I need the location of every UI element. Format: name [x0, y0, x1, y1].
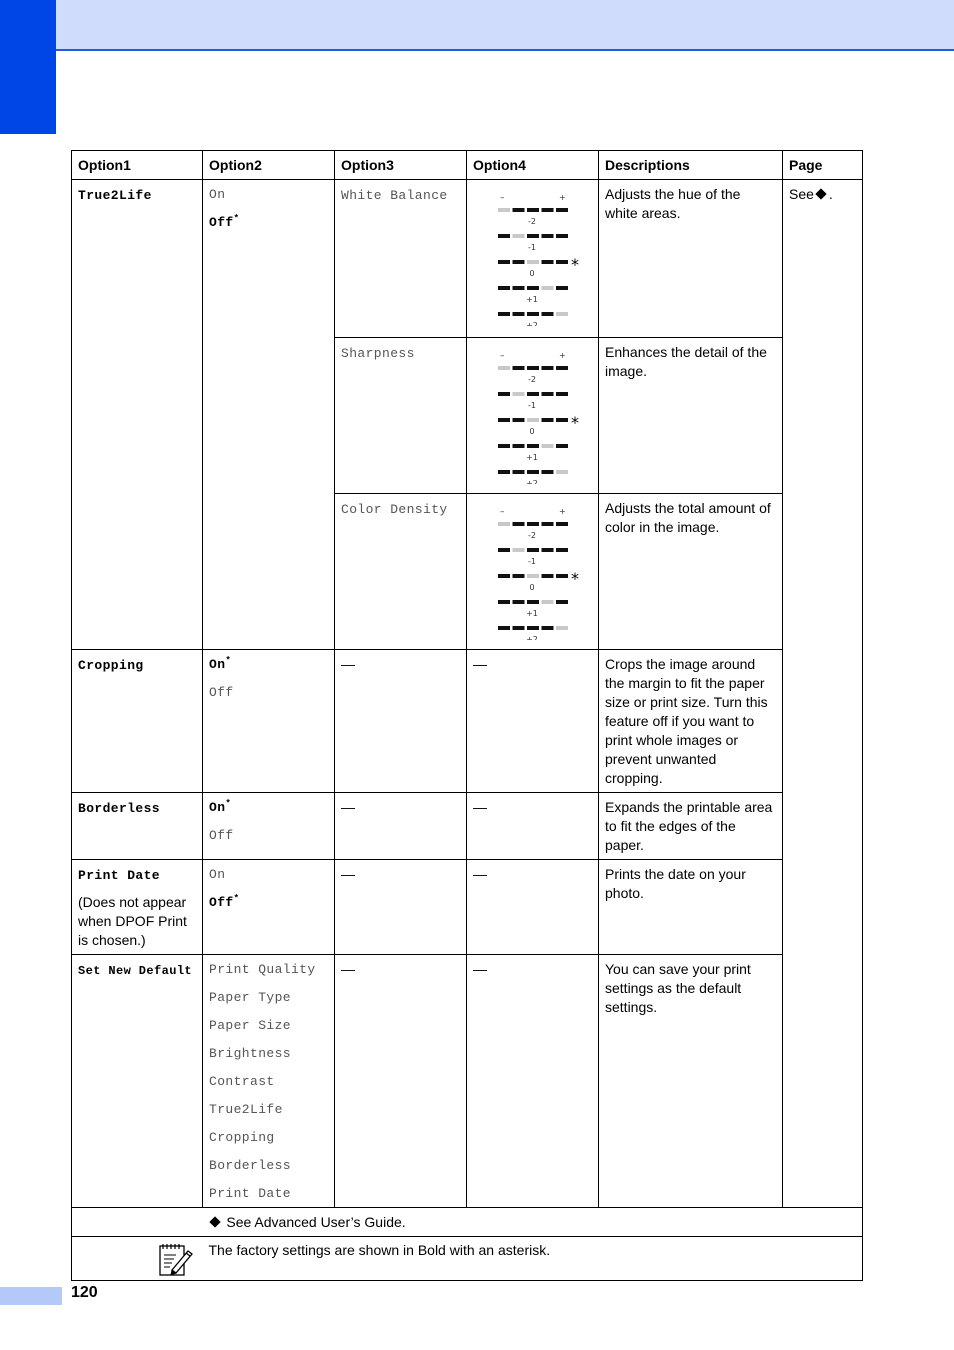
see-guide-note: See Advanced User’s Guide.	[203, 1208, 863, 1237]
scale-bar	[498, 286, 510, 290]
sharpness-scale	[467, 338, 599, 494]
color-density-description: Adjusts the total amount of color in the image.	[599, 494, 783, 650]
white-balance-scale	[467, 180, 599, 338]
scale-bar	[527, 312, 539, 316]
color-density-scale	[467, 494, 599, 650]
scale-bar	[513, 312, 525, 316]
note-pencil-icon	[158, 1243, 194, 1277]
set-new-default-option1: Set New Default	[72, 955, 203, 1208]
scale-level-label: +1	[526, 453, 538, 462]
scale-level-label: -2	[528, 375, 536, 384]
scale-level-label: +2	[526, 479, 538, 484]
scale-bar	[513, 260, 525, 264]
print-date-option2	[203, 860, 335, 955]
cropping-option1: Cropping	[72, 650, 203, 793]
scale-bar	[542, 548, 554, 552]
scale-bar	[556, 234, 568, 238]
true2life-option1: True2Life	[72, 180, 203, 650]
list-item: True2Life	[209, 1102, 283, 1117]
scale-bar	[498, 626, 510, 630]
print-date-option1: Print Date (Does not appear when DPOF Print is chosen.)	[72, 860, 203, 955]
scale-bar	[556, 418, 568, 422]
print-date-note: (Does not appear when DPOF Print is chosen.)	[78, 894, 187, 948]
scale-bar	[527, 260, 539, 264]
scale-bar	[513, 418, 525, 422]
scale-bar	[527, 208, 539, 212]
scale-bar	[513, 522, 525, 526]
scale-bar	[556, 260, 568, 264]
table-row	[72, 955, 863, 1208]
print-date-option3: —	[335, 860, 467, 955]
borderless-option4: —	[467, 793, 599, 860]
col-descriptions: Descriptions	[599, 151, 783, 180]
scale-bar	[513, 208, 525, 212]
scale-level-label: +1	[526, 295, 538, 304]
scale-bar	[513, 470, 525, 474]
scale-bar	[513, 574, 525, 578]
scale-bar	[498, 260, 510, 264]
option-value: On	[209, 187, 226, 202]
default-asterisk: *	[571, 569, 579, 588]
scale-bar	[527, 548, 539, 552]
sharpness-label: Sharpness	[335, 338, 467, 494]
col-option2: Option2	[203, 151, 335, 180]
scale-level-label: 0	[529, 269, 535, 278]
scale-bar	[527, 286, 539, 290]
page-ref: See .	[783, 180, 863, 1208]
scale-bar	[527, 470, 539, 474]
scale-level-label: -1	[528, 557, 536, 566]
list-item: Print Quality	[209, 962, 316, 977]
scale-bar	[498, 208, 510, 212]
scale-bar	[527, 234, 539, 238]
scale-bar	[556, 600, 568, 604]
list-item: Cropping	[209, 1130, 275, 1145]
scale-bar	[513, 548, 525, 552]
option-value: On	[209, 867, 226, 882]
minus-label: –	[500, 351, 505, 361]
scale-bar	[498, 418, 510, 422]
scale-bar	[542, 260, 554, 264]
scale-level-label: 0	[529, 427, 535, 436]
scale-bar	[542, 392, 554, 396]
footer-tab	[0, 1287, 62, 1305]
list-item: Brightness	[209, 1046, 292, 1061]
scale-bar	[527, 392, 539, 396]
table-row	[72, 860, 863, 955]
scale-bar	[513, 444, 525, 448]
color-density-label: Color Density	[335, 494, 467, 650]
list-item: Print Date	[209, 1186, 292, 1201]
scale-bar	[542, 418, 554, 422]
scale-bar	[542, 234, 554, 238]
scale-bar	[556, 392, 568, 396]
scale-bar	[542, 312, 554, 316]
scale-bar	[513, 600, 525, 604]
chapter-tab	[0, 0, 56, 134]
minus-label: –	[500, 507, 505, 517]
scale-level-label: -2	[528, 217, 536, 226]
header-band	[0, 0, 954, 51]
option-value: Off	[209, 828, 234, 843]
scale-bar	[498, 470, 510, 474]
scale-bar	[556, 522, 568, 526]
set-new-default-option4: —	[467, 955, 599, 1208]
sharpness-description: Enhances the detail of the image.	[599, 338, 783, 494]
scale-bar	[498, 234, 510, 238]
scale-bar	[513, 234, 525, 238]
col-option4: Option4	[467, 151, 599, 180]
scale-bar	[556, 312, 568, 316]
plus-label: +	[559, 193, 566, 202]
scale-level-label: +2	[526, 635, 538, 640]
col-page: Page	[783, 151, 863, 180]
scale-bar	[498, 600, 510, 604]
scale-level-label: -1	[528, 243, 536, 252]
scale-bar	[556, 208, 568, 212]
scale-bar	[513, 366, 525, 370]
scale-bar	[527, 522, 539, 526]
level-scale-icon	[487, 344, 597, 484]
list-item: Borderless	[209, 1158, 292, 1173]
option-value-default: On*	[209, 655, 232, 672]
col-option3: Option3	[335, 151, 467, 180]
scale-bar	[498, 548, 510, 552]
scale-bar	[556, 548, 568, 552]
scale-bar	[527, 418, 539, 422]
plus-label: +	[559, 507, 566, 516]
option-value-default: Off*	[209, 213, 240, 230]
scale-bar	[527, 574, 539, 578]
set-new-default-description: You can save your print settings as the default settings.	[599, 955, 783, 1208]
true2life-option2	[203, 180, 335, 650]
scale-level-label: +2	[526, 321, 538, 326]
scale-bar	[542, 286, 554, 290]
white-balance-label: White Balance	[335, 180, 467, 338]
scale-bar	[527, 444, 539, 448]
scale-bar	[556, 626, 568, 630]
scale-bar	[527, 600, 539, 604]
scale-bar	[527, 626, 539, 630]
cropping-option4: —	[467, 650, 599, 793]
settings-table	[71, 150, 863, 1281]
scale-bar	[542, 470, 554, 474]
scale-bar	[498, 444, 510, 448]
option-value-default: Off*	[209, 893, 240, 910]
table-row	[72, 793, 863, 860]
borderless-description: Expands the printable area to fit the edges of the paper.	[599, 793, 783, 860]
option-value-default: On*	[209, 798, 232, 815]
table-row	[72, 650, 863, 793]
diamond-icon	[209, 1216, 220, 1227]
scale-bar	[498, 574, 510, 578]
white-balance-description: Adjusts the hue of the white areas.	[599, 180, 783, 338]
scale-level-label: -2	[528, 531, 536, 540]
set-new-default-option3: —	[335, 955, 467, 1208]
note-icon-cell	[72, 1237, 203, 1281]
borderless-option1: Borderless	[72, 793, 203, 860]
default-asterisk: *	[571, 413, 579, 432]
scale-bar	[498, 366, 510, 370]
scale-bar	[498, 392, 510, 396]
cropping-option3: —	[335, 650, 467, 793]
list-item: Paper Size	[209, 1018, 292, 1033]
list-item: Paper Type	[209, 990, 292, 1005]
diamond-icon	[815, 188, 826, 199]
list-item: Contrast	[209, 1074, 275, 1089]
borderless-option3: —	[335, 793, 467, 860]
factory-settings-note: The factory settings are shown in Bold with an asterisk.	[203, 1237, 863, 1281]
table-row	[72, 180, 863, 338]
scale-level-label: +1	[526, 609, 538, 618]
cropping-description: Crops the image around the margin to fit the paper size or print size. Turn this feature off if you want to print whole images or prevent unwanted cropping.	[599, 650, 783, 793]
scale-bar	[513, 392, 525, 396]
level-scale-icon	[487, 500, 597, 640]
borderless-option2	[203, 793, 335, 860]
default-asterisk: *	[571, 255, 579, 274]
plus-label: +	[559, 351, 566, 360]
footnote-row	[72, 1237, 863, 1281]
scale-bar	[542, 366, 554, 370]
scale-bar	[542, 574, 554, 578]
scale-bar	[527, 366, 539, 370]
scale-level-label: 0	[529, 583, 535, 592]
col-option1: Option1	[72, 151, 203, 180]
scale-bar	[556, 286, 568, 290]
print-date-option4: —	[467, 860, 599, 955]
level-scale-icon	[487, 186, 597, 326]
page-number: 120	[71, 1284, 98, 1301]
set-new-default-option2	[203, 955, 335, 1208]
footnote-row	[72, 1208, 863, 1237]
option-value: Off	[209, 685, 234, 700]
scale-bar	[498, 312, 510, 316]
minus-label: –	[500, 193, 505, 203]
scale-bar	[556, 366, 568, 370]
scale-bar	[542, 600, 554, 604]
header-row	[72, 151, 863, 180]
scale-bar	[542, 208, 554, 212]
print-date-description: Prints the date on your photo.	[599, 860, 783, 955]
scale-bar	[542, 522, 554, 526]
cropping-option2	[203, 650, 335, 793]
scale-bar	[556, 574, 568, 578]
scale-bar	[513, 626, 525, 630]
scale-bar	[513, 286, 525, 290]
scale-bar	[542, 626, 554, 630]
scale-bar	[542, 444, 554, 448]
scale-bar	[556, 470, 568, 474]
scale-bar	[498, 522, 510, 526]
scale-bar	[556, 444, 568, 448]
scale-level-label: -1	[528, 401, 536, 410]
